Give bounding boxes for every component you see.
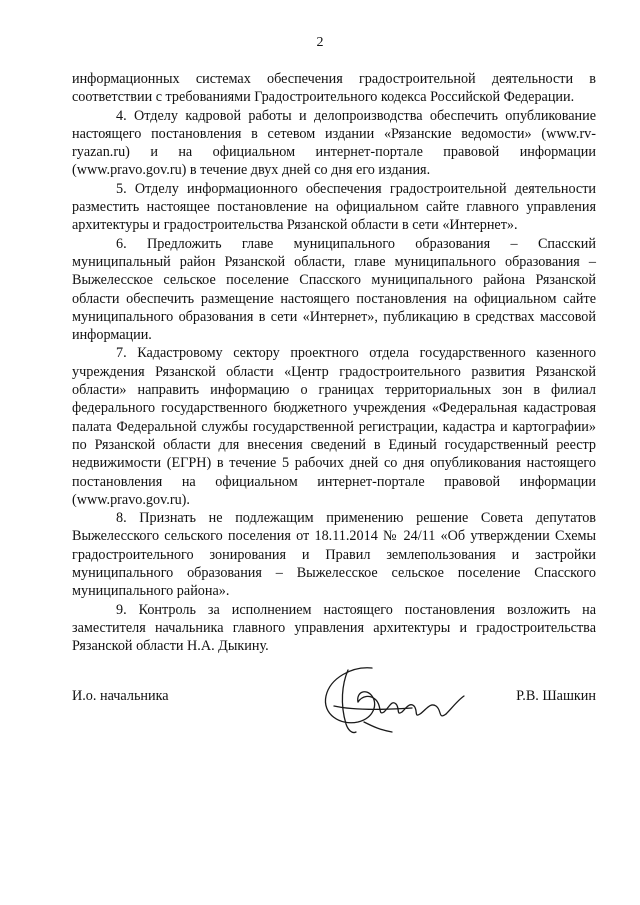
- paragraph-continuation: информационных системах обеспечения градостроительной деятельности в соответствии с требованиями Градостроительного кодекса Российской Федерации.: [72, 71, 596, 106]
- document-body: [72, 70, 596, 656]
- paragraph-item-6: 6. Предложить главе муниципального образования – Спасский муниципальный район Рязанской области, главе муниципального образования – Выжелесское сельское поселение Спасского муниципального района Рязанской области обеспечить размещение настоящего постановления на официальном сайте муниципального образования в сети «Интернет», публикацию в средствах массовой информации.: [72, 235, 596, 344]
- page-number: 2: [316, 35, 324, 50]
- signatory-name: Р.В. Шашкин: [516, 688, 596, 704]
- handwritten-signature: [312, 660, 472, 740]
- paragraph-item-5: 5. Отделу информационного обеспечения градостроительной деятельности разместить настоящее постановление на официальном сайте главного управления архитектуры и градостроительства Рязанской области в сети «Интернет».: [72, 180, 596, 234]
- paragraph-item-9: 9. Контроль за исполнением настоящего постановления возложить на заместителя начальника главного управления архитектуры и градостроительства Рязанской области Н.А. Дыкину.: [72, 601, 596, 655]
- signature-block: [72, 688, 596, 748]
- paragraph-item-4: 4. Отделу кадровой работы и делопроизводства обеспечить опубликование настоящего постановления в сетевом издании «Рязанские ведомости» (www.rv-ryazan.ru) и на официальном интернет-портале правовой информации (www.pravo.gov.ru) в течение двух дней со дня его издания.: [72, 107, 596, 179]
- paragraph-item-7: 7. Кадастровому сектору проектного отдела государственного казенного учреждения Рязанской области «Центр градостроительного развития Рязанской области» направить информацию о границах территориальных зон в филиал федерального государственного бюджетного учреждения «Федеральная кадастровая палата Федеральной службы государственной регистрации, кадастра и картографии» по Рязанской области для внесения сведений в Единый государственный реестр недвижимости (ЕГРН) в течение 5 рабочих дней со дня опубликования настоящего постановления на официальном интернет-портале правовой информации (www.pravo.gov.ru).: [72, 345, 596, 508]
- paragraph-item-8: 8. Признать не подлежащим применению решение Совета депутатов Выжелесского сельского поселения от 18.11.2014 № 24/11 «Об утверждении Схемы градостроительного зонирования и Правил землепользования и застройки муниципального образования – Выжелесское сельское поселение Спасского муниципального района».: [72, 510, 596, 600]
- signatory-role: И.о. начальника: [72, 688, 169, 704]
